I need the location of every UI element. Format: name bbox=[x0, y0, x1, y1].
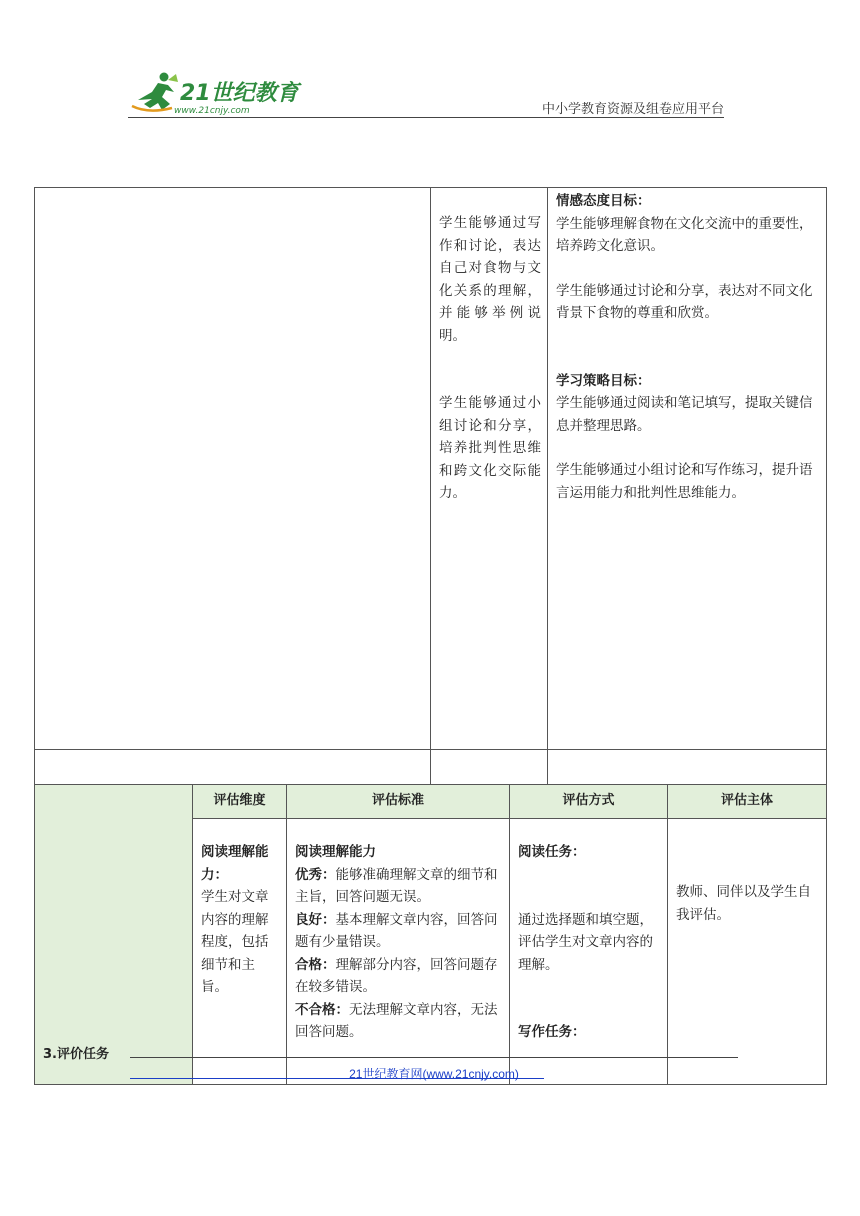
subject-cell bbox=[668, 819, 827, 1085]
footer-site-link[interactable]: 21世纪教育网(www.21cnjy.com) bbox=[349, 1067, 519, 1081]
evaluation-task-label: 3.评价任务 bbox=[35, 785, 193, 1085]
logo-text: 21世纪教育 bbox=[180, 81, 299, 106]
header-method: 评估方式 bbox=[510, 785, 668, 819]
outcome-writing: 学生能够通过写作和讨论，表达自己对食物与文化关系的理解，并能够举例说明。 bbox=[439, 215, 541, 344]
empty-cell bbox=[35, 750, 431, 785]
running-man-icon bbox=[132, 73, 178, 111]
strategy-goal-1: 学生能够通过阅读和笔记填写，提取关键信息并整理思路。 bbox=[556, 395, 813, 434]
outcome-cell bbox=[431, 188, 548, 750]
logo-21cnjy bbox=[128, 70, 328, 116]
evaluation-table bbox=[34, 784, 827, 1085]
empty-row bbox=[35, 750, 827, 785]
standard-item: 合格：理解部分内容，回答问题存在较多错误。 bbox=[295, 956, 498, 995]
affective-goal-2: 学生能够通过讨论和分享，表达对不同文化背景下食物的尊重和欣赏。 bbox=[556, 282, 813, 321]
goals-cell bbox=[548, 188, 827, 750]
objectives-table bbox=[34, 187, 827, 785]
header-divider bbox=[128, 117, 724, 118]
logo-url: www.21cnjy.com bbox=[174, 106, 250, 116]
empty-left-cell bbox=[35, 188, 431, 750]
dimension-desc: 学生对文章内容的理解程度，包括细节和主旨。 bbox=[201, 889, 269, 995]
header-dimension: 评估维度 bbox=[193, 785, 287, 819]
standard-title: 阅读理解能力 bbox=[295, 844, 376, 860]
outcome-discussion: 学生能够通过小组讨论和分享，培养批判性思维和跨文化交际能力。 bbox=[439, 395, 541, 501]
dimension-cell bbox=[193, 819, 287, 1085]
dimension-title: 阅读理解能力： bbox=[201, 844, 269, 883]
empty-cell bbox=[431, 750, 548, 785]
method-reading-task: 阅读任务： bbox=[518, 844, 586, 860]
header-standard: 评估标准 bbox=[287, 785, 510, 819]
objectives-row bbox=[35, 188, 827, 750]
method-cell bbox=[510, 819, 668, 1085]
evaluation-header-row bbox=[35, 785, 827, 819]
affective-goal-heading: 情感态度目标： bbox=[556, 193, 651, 209]
header-subject: 评估主体 bbox=[668, 785, 827, 819]
method-reading-desc: 通过选择题和填空题，评估学生对文章内容的理解。 bbox=[518, 911, 653, 973]
strategy-goal-heading: 学习策略目标： bbox=[556, 372, 651, 389]
standard-item: 不合格：无法理解文章内容，无法回答问题。 bbox=[295, 1001, 498, 1040]
subject-text: 教师、同伴以及学生自我评估。 bbox=[676, 884, 811, 923]
platform-name: 中小学教育资源及组卷应用平台 bbox=[541, 102, 724, 117]
page-header bbox=[128, 70, 724, 118]
affective-goal-1: 学生能够理解食物在文化交流中的重要性，培养跨文化意识。 bbox=[556, 215, 813, 254]
standard-cell bbox=[287, 819, 510, 1085]
method-writing-task: 写作任务： bbox=[518, 1024, 586, 1040]
standard-item: 优秀：能够准确理解文章的细节和主旨，回答问题无误。 bbox=[295, 866, 498, 905]
strategy-goal-2: 学生能够通过小组讨论和写作练习，提升语言运用能力和批判性思维能力。 bbox=[556, 462, 813, 501]
standard-item: 良好：基本理解文章内容，回答问题有少量错误。 bbox=[295, 911, 498, 950]
footer-link-underline bbox=[130, 1078, 544, 1079]
empty-cell bbox=[548, 750, 827, 785]
footer-divider bbox=[130, 1057, 738, 1058]
